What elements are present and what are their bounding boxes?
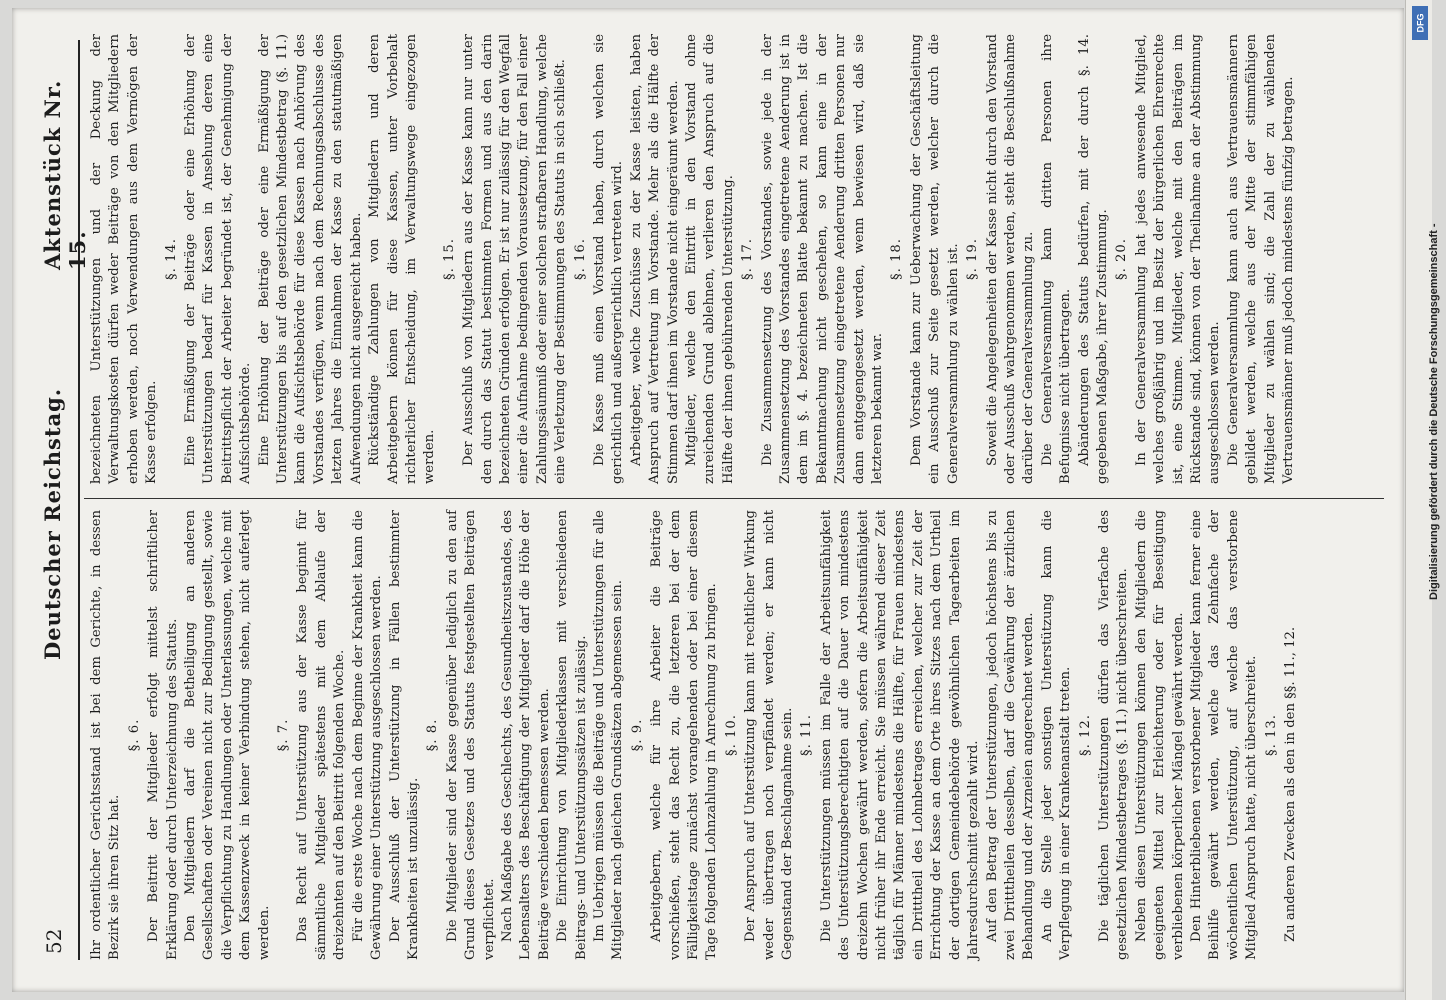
page-header [34,40,90,960]
section-heading: §. 14. [163,238,179,280]
paragraph: Die Unterstützungen müssen im Falle der Arbeitsunfähigkeit des Unterstützungsberechtigten auf die Dauer von mindestens dreizehn Wochen gewährt werden, sofern die Arbeitsunfähigkeit nicht früher ihr Ende erreicht. Sie müssen während dieser Zeit täglich für Männer mindestens die Hälfte, für Frauen mindestens ein Dritttheil des Lohnbetrages erreichen, welcher zur Zeit der Errichtung der Kasse an dem Orte ihres Sitzes nach dem Urtheil der dortigen Gemeindebehörde gewöhnlichen Tagearbeiten im Jahresdurchschnitt gezahlt wird. [818,510,982,960]
paragraph: Die Kasse muß einen Vorstand haben, durch welchen sie gerichtlich und außergerichtlich vertreten wird. [591,34,626,484]
section-heading: §. 6. [126,718,142,752]
section-heading: §. 7. [276,718,292,752]
paragraph: Auf den Betrag der Unterstützungen, jedoch höchstens bis zu zwei Dritttheilen desselben, darf die Gewährung der ärztlichen Behandlung und der Arzneien angerechnet werden. [984,510,1037,960]
page-content [34,20,1404,980]
paragraph: Für die erste Woche nach dem Beginne der Krankheit kann die Gewährung einer Unterstützung ausgeschlossen werden. [350,510,385,960]
right-column [88,34,1388,484]
section-heading: §. 15. [441,238,457,280]
section-heading: §. 19. [965,238,981,280]
paragraph: Im Uebrigen müssen die Beiträge und Unterstützungen für alle Mitglieder nach gleichen Grundsätzen abgemessen sein. [591,510,626,960]
paragraph: Der Ausschluß von Mitgliedern aus der Kasse kann nur unter den durch das Statut bestimmten Formen und aus den darin bezeichneten Gründen erfolgen. Er ist nur zulässig für den Wegfall einer die Aufnahme bedingenden Voraussetzung, für den Fall einer Zahlungssäumniß oder einer solchen strafbaren Handlung, welche eine Verletzung der Bestimmungen des Statuts in sich schließt. [461,34,569,484]
running-title-left: Deutscher Reichstag. [40,387,65,660]
paragraph: Der Beitritt der Mitglieder erfolgt mittelst schriftlicher Erklärung oder durch Unterzeichnung des Statuts. [146,510,180,960]
paragraph: Die Mitglieder sind der Kasse gegenüber lediglich zu den auf Grund dieses Gesetzes und des Statuts festgestellten Beiträgen verpflichtet. [444,510,497,960]
digitization-note-text: Digitalisierung gefördert durch die Deutsche Forschungsgemeinschaft - [1428,223,1440,600]
paragraph: Mitglieder, welche den Eintritt in den Vorstand ohne zureichenden Grund ablehnen, verlieren den Anspruch auf die Hälfte der ihnen gebührenden Unterstützung. [684,34,736,484]
section-heading: §. 13. [1263,714,1279,756]
paragraph: In der Generalversammlung hat jedes anwesende Mitglied, welches großjährig und im Besitz der bürgerlichen Ehrenrechte ist, eine Stimme. Mitglieder, welche mit den Beiträgen im Rückstande sind, können von der Theilnahme an der Abstimmung ausgeschlossen werden. [1133,34,1223,484]
paragraph: Eine Ermäßigung der Beiträge oder eine Erhöhung der Unterstützungen bedarf für Kassen in Ansehung deren eine Beitrittspflicht der Arbeiter begründet ist, der Genehmigung der Aufsichtsbehörde. [183,34,254,484]
paragraph: Abänderungen des Statuts bedürfen, mit der durch §. 14. gegebenen Maßgabe, ihrer Zustimmung. [1076,34,1110,484]
paragraph: Arbeitgeber, welche Zuschüsse zu der Kasse leisten, haben Anspruch auf Vertretung im Vorstande. Mehr als die Hälfte der Stimmen darf ihnen im Vorstande nicht eingeräumt werden. [628,34,681,484]
paragraph: Der Ausschluß der Unterstützung in Fällen bestimmter Krankheiten ist unzulässig. [387,510,421,960]
paragraph: Dem Vorstande kann zur Ueberwachung der Geschäftsleitung ein Ausschuß zur Seite gesetzt werden, welcher durch die Generalversammlung zu wählen ist. [908,34,961,484]
paragraph: Die Zusammensetzung des Vorstandes, sowie jede in der Zusammensetzung des Vorstandes eingetretene Aenderung ist in dem im §. 4. bezeichneten Blatte bekannt zu machen. Ist die Bekanntmachung nicht geschehen, so kann eine in der Zusammensetzung eingetretene Aenderung dritten Personen nur dann entgegengesetzt werden, wenn bewiesen wird, daß sie letzteren bekannt war. [759,34,886,484]
paragraph: Die Generalversammlung kann auch aus Vertrauensmännern gebildet werden, welche aus der Mitte der stimmfähigen Mitglieder zu wählen sind; die Zahl der zu wählenden Vertrauensmänner muß jedoch mindestens fünfzig betragen. [1225,34,1296,484]
paragraph: Ihr ordentlicher Gerichtsstand ist bei dem Gerichte, in dessen Bezirk sie ihren Sitz hat. [89,510,123,960]
left-column [88,510,1388,960]
paragraph: bezeichneten Unterstützungen und der Deckung der Verwaltungskosten dürfen weder Beiträge von den Mitgliedern erhoben werden, noch Verwendungen aus dem Vermögen der Kasse erfolgen. [89,34,160,484]
paragraph: Rückständige Zahlungen von Mitgliedern und deren Arbeitgebern können für diese Kassen, unter Vorbehalt richterlicher Entscheidung, im Verwaltungswege eingezogen werden. [367,34,438,484]
paragraph: Die Einrichtung von Mitgliederklassen mit verschiedenen Beitrags- und Unterstützungssätzen ist zulässig. [555,510,589,960]
section-heading: §. 11. [799,714,815,756]
paragraph: Die Generalversammlung kann dritten Personen ihre Befugnisse nicht übertragen. [1039,34,1074,484]
running-title-right: Aktenstück Nr. 15. [40,79,90,270]
section-heading: §. 9. [629,718,645,752]
column-divider [84,498,1384,499]
scanned-page [12,8,1404,992]
paragraph: Arbeitgebern, welche für ihre Arbeiter die Beiträge vorschießen, steht das Recht zu, die letzteren bei der dem Fälligkeitstage zunächst vorangehenden oder bei einer diesem Tage folgenden Lohnzahlung in Anrechnung zu bringen. [649,510,720,960]
paragraph: Neben diesen Unterstützungen können den Mitgliedern die geeigneten Mittel zur Erleichterung oder für Beseitigung verbliebenen körperlicher Mängel gewährt werden. [1133,510,1186,960]
paragraph: Das Recht auf Unterstützung aus der Kasse beginnt für sämmtliche Mitglieder spätestens mit dem Ablaufe der dreizehnten auf den Beitritt folgenden Woche. [295,510,348,960]
section-heading: §. 16. [572,238,588,280]
paragraph: An die Stelle jeder sonstigen Unterstützung kann die Verpflegung in einer Krankenanstalt treten. [1039,510,1074,960]
paragraph: Eine Erhöhung der Beiträge oder eine Ermäßigung der Unterstützungen bis auf den gesetzlichen Mindestbetrag (§. 11.) kann die Aufsichtsbehörde für diese Kassen nach Anhörung des Vorstandes verfügen, wenn nach dem Rechnungsabschlusse des letzten Jahres die Einnahmen der Kasse zu den statutmäßigen Aufwendungen nicht ausgereicht haben. [256,34,364,484]
section-heading: §. 20. [1114,238,1130,280]
section-heading: §. 18. [889,238,905,280]
paragraph: Der Anspruch auf Unterstützung kann mit rechtlicher Wirkung weder übertragen noch verpfändet werden; er kann nicht Gegenstand der Beschlagnahme sein. [743,510,796,960]
section-heading: §. 8. [425,718,441,752]
paragraph: Den Hinterbliebenen verstorbener Mitglieder kann ferner eine Beihilfe gewährt werden, welche das Zehnfache der wöchentlichen Unterstützung, auf welche das verstorbene Mitglied Anspruch hatte, nicht überschreitet. [1188,510,1260,960]
paragraph: Nach Maßgabe des Geschlechts, des Gesundheitszustandes, des Lebensalters des Beschäftigung der Mitglieder darf die Höhe der Beiträge verschieden bemessen werden. [499,510,552,960]
section-heading: §. 10. [723,714,739,756]
paragraph: Den Mitgliedern darf die Betheiligung an anderen Gesellschaften oder Vereinen nicht zur Bedingung gestellt, sowie die Verpflichtung zu Handlungen oder Unterlassungen, welche mit dem Kassenzweck in keiner Verbindung stehen, nicht auferlegt werden. [183,510,272,960]
page-number: 52 [42,928,66,954]
paragraph: Zu anderen Zwecken als den in den §§. 11., 12. [1283,626,1298,942]
dfg-logo: DFG [1412,6,1428,40]
section-heading: §. 17. [740,238,756,280]
paragraph: Soweit die Angelegenheiten der Kasse nicht durch den Vorstand oder Ausschuß wahrgenommen werden, steht die Beschlußnahme darüber der Generalversammlung zu. [984,34,1037,484]
paragraph: Die täglichen Unterstützungen dürfen das Vierfache des gesetzlichen Mindestbetrages (§. 11.) nicht überschreiten. [1096,510,1131,960]
section-heading: §. 12. [1077,714,1093,756]
digitization-note [1409,10,1440,600]
